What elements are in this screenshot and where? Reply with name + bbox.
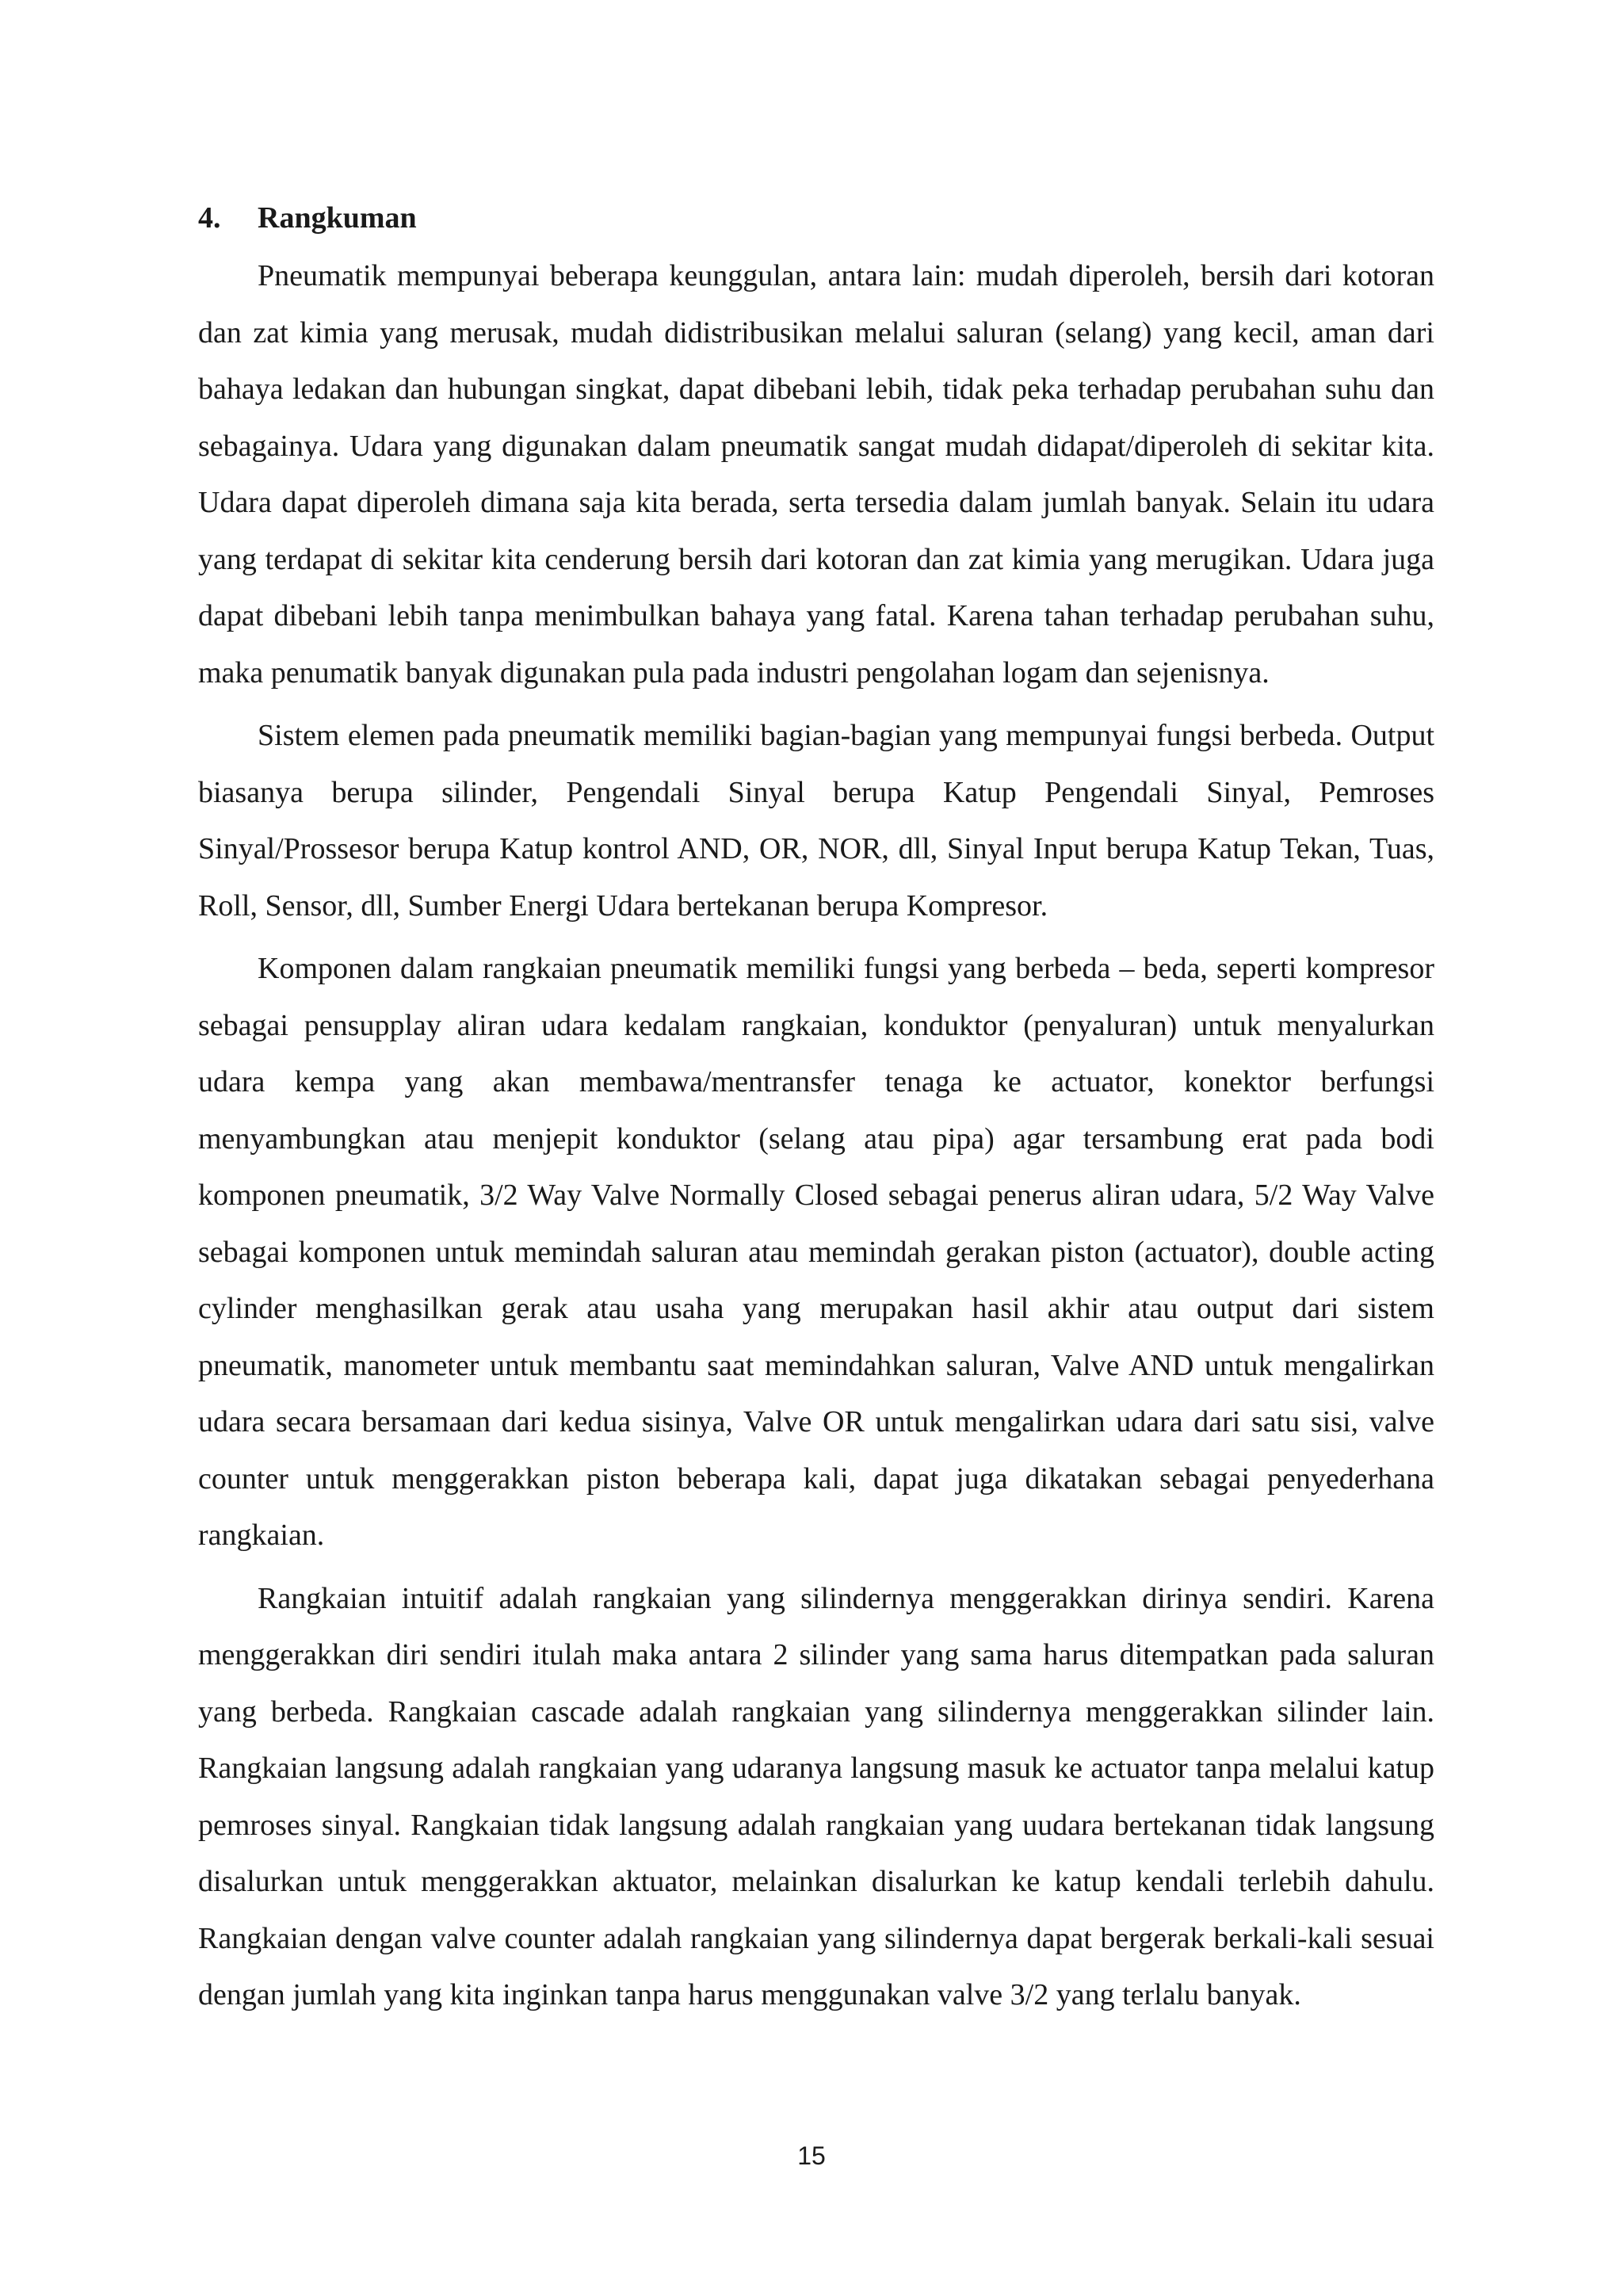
page-number: 15 <box>797 2141 826 2170</box>
section-heading <box>198 194 1434 242</box>
paragraph-komponen-rangkaian: Komponen dalam rangkaian pneumatik memiliki fungsi yang berbeda – beda, seperti kompresor sebagai pensupplay aliran udara kedalam rangkaian, konduktor (penyaluran) untuk menyalurkan udara kempa yang akan membawa/mentransfer tenaga ke actuator, konektor berfungsi menyambungkan atau menjepit konduktor (selang atau pipa) agar tersambung erat pada bodi komponen pneumatik, 3/2 Way Valve Normally Closed sebagai penerus aliran udara, 5/2 Way Valve sebagai komponen untuk memindah saluran atau memindah gerakan piston (actuator), double acting cylinder menghasilkan gerak atau usaha yang merupakan hasil akhir atau output dari sistem pneumatik, manometer untuk membantu saat memindahkan saluran, Valve AND untuk mengalirkan udara secara bersamaan dari kedua sisinya, Valve OR untuk mengalirkan udara dari satu sisi, valve counter untuk menggerakkan piston beberapa kali, dapat juga dikatakan sebagai penyederhana rangkaian. <box>198 952 1434 1552</box>
page-content <box>198 194 1434 2030</box>
paragraph-keunggulan-pneumatik: Pneumatik mempunyai beberapa keunggulan, antara lain: mudah diperoleh, bersih dari kotoran dan zat kimia yang merusak, mudah didistribusikan melalui saluran (selang) yang kecil, aman dari bahaya ledakan dan hubungan singkat, dapat dibebani lebih, tidak peka terhadap perubahan suhu dan sebagainya. Udara yang digunakan dalam pneumatik sangat mudah didapat/diperoleh di sekitar kita. Udara dapat diperoleh dimana saja kita berada, serta tersedia dalam jumlah banyak. Selain itu udara yang terdapat di sekitar kita cenderung bersih dari kotoran dan zat kimia yang merugikan. Udara juga dapat dibebani lebih tanpa menimbulkan bahaya yang fatal. Karena tahan terhadap perubahan suhu, maka penumatik banyak digunakan pula pada industri pengolahan logam dan sejenisnya. <box>198 259 1434 690</box>
paragraph-jenis-rangkaian: Rangkaian intuitif adalah rangkaian yang silindernya menggerakkan dirinya sendiri. Karena menggerakkan diri sendiri itulah maka antara 2 silinder yang sama harus ditempatkan pada saluran yang berbeda. Rangkaian cascade adalah rangkaian yang silindernya menggerakkan silinder lain. Rangkaian langsung adalah rangkaian yang udaranya langsung masuk ke actuator tanpa melalui katup pemroses sinyal. Rangkaian tidak langsung adalah rangkaian yang uudara bertekanan tidak langsung disalurkan untuk menggerakkan aktuator, melainkan disalurkan ke katup kendali terlebih dahulu. Rangkaian dengan valve counter adalah rangkaian yang silindernya dapat bergerak berkali-kali sesuai dengan jumlah yang kita inginkan tanpa harus menggunakan valve 3/2 yang terlalu banyak. <box>198 1581 1434 2011</box>
section-number: 4. <box>198 201 221 235</box>
section-title: Rangkuman <box>258 201 417 235</box>
paragraph-sistem-elemen: Sistem elemen pada pneumatik memiliki bagian-bagian yang mempunyai fungsi berbeda. Output biasanya berupa silinder, Pengendali Sinyal berupa Katup Pengendali Sinyal, Pemroses Sinyal/Prossesor berupa Katup kontrol AND, OR, NOR, dll, Sinyal Input berupa Katup Tekan, Tuas, Roll, Sensor, dll, Sumber Energi Udara bertekanan berupa Kompresor. <box>198 719 1434 923</box>
